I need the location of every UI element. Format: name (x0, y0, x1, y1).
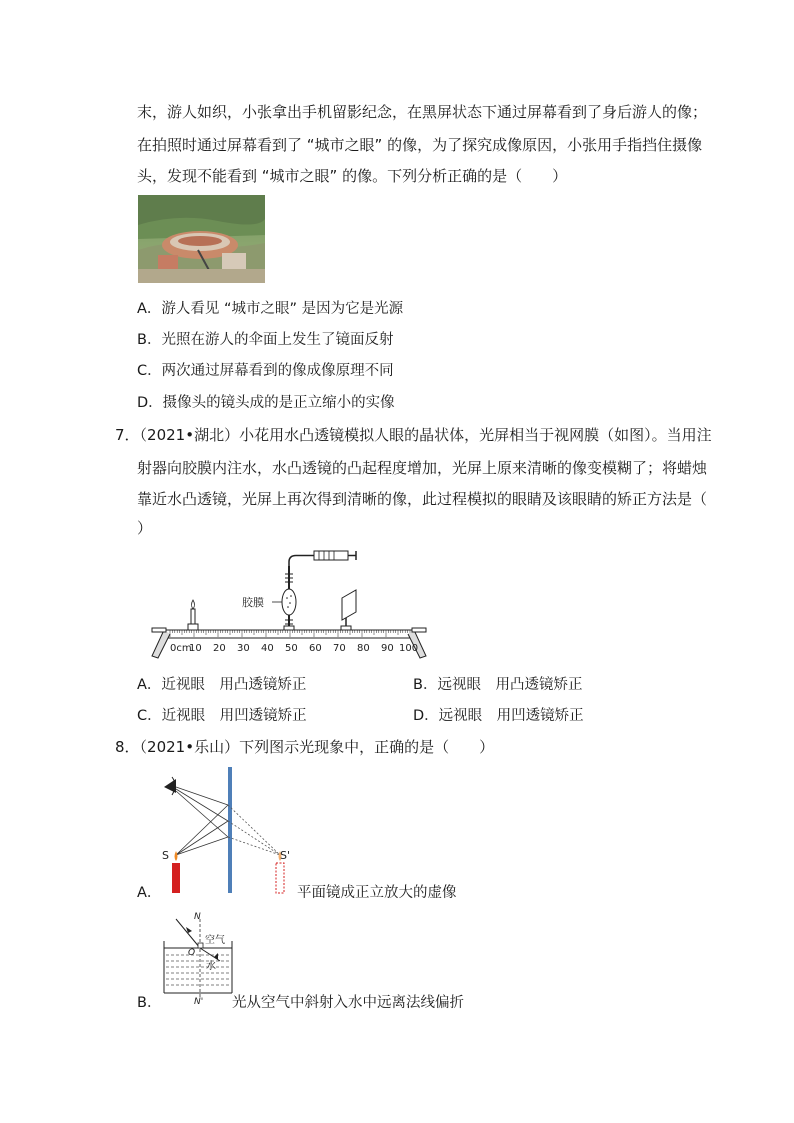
ruler-label-10: 10 (189, 643, 202, 654)
city-eye-photo-art (138, 195, 265, 283)
city-eye-photo (138, 195, 265, 283)
plane-mirror (228, 767, 232, 893)
ruler-label-60: 60 (309, 643, 322, 654)
ruler-label-30: 30 (237, 643, 250, 654)
ruler-label-100: 100 (399, 643, 419, 654)
ruler-labels (170, 643, 418, 654)
ruler-label-90: 90 (381, 643, 394, 654)
q8-option-a-caption[interactable]: 平面镜成正立放大的虚像 (297, 885, 457, 901)
q8-text-line-1: 8．（2021•乐山）下列图示光现象中，正确的是（ ） (115, 738, 495, 756)
ruler-label-40: 40 (261, 643, 274, 654)
light-rays (176, 787, 228, 855)
syringe (289, 551, 356, 566)
q6-option-d[interactable]: D．摄像头的镜头成的是正立缩小的实像 (137, 395, 395, 411)
q7-text-line-1: 7．（2021•湖北）小花用水凸透镜模拟人眼的晶状体，光屏相当于视网膜（如图）。当用注 (115, 426, 712, 444)
membrane-label: 胶膜 (242, 596, 264, 609)
q6-text-line-3: 头，发现不能看到 “城市之眼” 的像。下列分析正确的是（ ） (137, 167, 568, 185)
label-water: 水 (206, 961, 216, 972)
q6-option-b[interactable]: B．光照在游人的伞面上发生了镜面反射 (137, 332, 394, 348)
q7-option-d[interactable]: D．远视眼 用凹透镜矫正 (413, 708, 584, 724)
candle-s (172, 851, 180, 893)
right-angle-mark (198, 943, 203, 948)
candle (188, 600, 198, 630)
optical-bench-figure (146, 548, 432, 660)
ruler-label-50: 50 (285, 643, 298, 654)
q7-text-line-3: 靠近水凸透镜，光屏上再次得到清晰的像，此过程模拟的眼睛及该眼睛的矫正方法是（ (137, 490, 708, 508)
label-n: N (194, 912, 201, 922)
ruler-label-0: 0cm (170, 643, 192, 654)
q7-text-line-2: 射器向胶膜内注水，水凸透镜的凸起程度增加，光屏上原来清晰的像变模糊了；将蜡烛 (137, 459, 708, 477)
label-o: O (188, 948, 196, 958)
ruler-label-80: 80 (357, 643, 370, 654)
label-air: 空气 (205, 935, 225, 946)
light-screen (341, 590, 356, 630)
q6-text-line-2: 在拍照时通过屏幕看到了 “城市之眼” 的像，为了探究成像原因，小张用手指挡住摄像 (137, 136, 703, 154)
q8-option-b-letter[interactable]: B． (137, 995, 162, 1011)
q7-text-line-4: ） (137, 519, 153, 537)
label-s: S (162, 849, 169, 862)
refraction-figure (160, 905, 238, 1005)
q8-option-b-caption[interactable]: 光从空气中斜射入水中远离法线偏折 (232, 995, 464, 1011)
q7-option-c[interactable]: C．近视眼 用凹透镜矫正 (137, 708, 307, 724)
q8-option-a-letter[interactable]: A． (137, 885, 162, 901)
q7-option-b[interactable]: B．远视眼 用凸透镜矫正 (413, 677, 583, 693)
virtual-rays (228, 805, 280, 855)
label-n-prime: N' (194, 997, 204, 1005)
q6-option-c[interactable]: C．两次通过屏幕看到的像成像原理不同 (137, 363, 394, 379)
water-lens (282, 566, 296, 630)
q7-option-a[interactable]: A．近视眼 用凸透镜矫正 (137, 677, 307, 693)
ruler-label-70: 70 (333, 643, 346, 654)
ruler-label-20: 20 (213, 643, 226, 654)
plane-mirror-figure (158, 765, 294, 895)
q6-option-a[interactable]: A．游人看见 “城市之眼” 是因为它是光源 (137, 301, 404, 317)
incident-ray (176, 919, 200, 948)
label-s-prime: S' (280, 849, 291, 862)
water-tank (164, 941, 232, 993)
q6-text-line-1: 末，游人如织，小张拿出手机留影纪念，在黑屏状态下通过屏幕看到了身后游人的像； (137, 103, 708, 121)
eye-icon (164, 777, 176, 795)
